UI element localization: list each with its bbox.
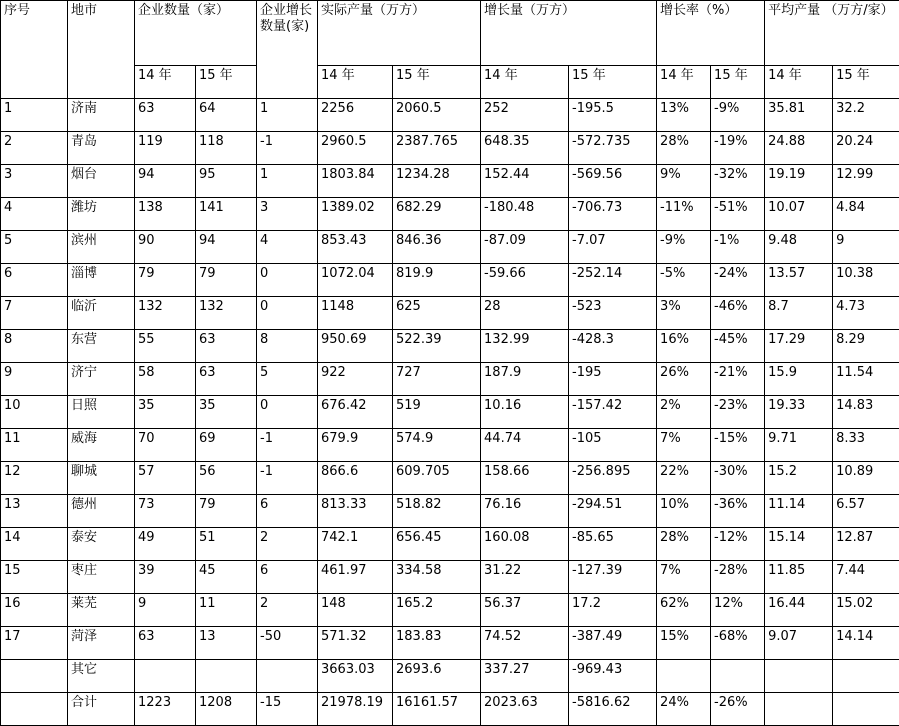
cell-out15: 1234.28 bbox=[393, 165, 481, 198]
cell-qty14: 55 bbox=[135, 330, 196, 363]
cell-avg15 bbox=[833, 660, 899, 693]
cell-grow14: 31.22 bbox=[481, 561, 569, 594]
cell-avg15: 8.33 bbox=[833, 429, 899, 462]
cell-avg15: 9 bbox=[833, 231, 899, 264]
cell-avg15: 11.54 bbox=[833, 363, 899, 396]
cell-avg14: 13.57 bbox=[765, 264, 833, 297]
cell-grow14: 132.99 bbox=[481, 330, 569, 363]
cell-rate15: -1% bbox=[711, 231, 765, 264]
cell-grow15: -294.51 bbox=[569, 495, 657, 528]
cell-grow15: -7.07 bbox=[569, 231, 657, 264]
table-body bbox=[1, 99, 899, 726]
cell-out15: 727 bbox=[393, 363, 481, 396]
cell-qty-growth: 6 bbox=[257, 495, 318, 528]
header-year-output-15: 15 年 bbox=[393, 66, 481, 99]
table-row bbox=[1, 429, 899, 462]
cell-out14: 853.43 bbox=[318, 231, 393, 264]
cell-grow14: 56.37 bbox=[481, 594, 569, 627]
cell-qty14: 119 bbox=[135, 132, 196, 165]
cell-avg14: 9.07 bbox=[765, 627, 833, 660]
table-row bbox=[1, 297, 899, 330]
cell-out14: 2960.5 bbox=[318, 132, 393, 165]
cell-qty14: 70 bbox=[135, 429, 196, 462]
cell-qty15: 51 bbox=[196, 528, 257, 561]
cell-qty14: 132 bbox=[135, 297, 196, 330]
cell-avg15: 14.14 bbox=[833, 627, 899, 660]
cell-avg14: 15.9 bbox=[765, 363, 833, 396]
cell-avg15: 6.57 bbox=[833, 495, 899, 528]
cell-grow15: -252.14 bbox=[569, 264, 657, 297]
cell-grow14: 76.16 bbox=[481, 495, 569, 528]
table-row bbox=[1, 528, 899, 561]
cell-avg14: 15.2 bbox=[765, 462, 833, 495]
cell-rate14: 2% bbox=[657, 396, 711, 429]
cell-rate15: -21% bbox=[711, 363, 765, 396]
cell-qty-growth bbox=[257, 660, 318, 693]
header-actual-output: 实际产量（万方） bbox=[318, 1, 481, 66]
cell-avg14: 19.19 bbox=[765, 165, 833, 198]
cell-avg14: 35.81 bbox=[765, 99, 833, 132]
table-row bbox=[1, 99, 899, 132]
cell-qty14: 63 bbox=[135, 627, 196, 660]
cell-qty15: 11 bbox=[196, 594, 257, 627]
cell-qty15: 45 bbox=[196, 561, 257, 594]
cell-out14: 922 bbox=[318, 363, 393, 396]
cell-qty14: 90 bbox=[135, 231, 196, 264]
table-row bbox=[1, 231, 899, 264]
cell-avg14: 10.07 bbox=[765, 198, 833, 231]
cell-rate14: -11% bbox=[657, 198, 711, 231]
cell-rate15: -45% bbox=[711, 330, 765, 363]
cell-city: 菏泽 bbox=[68, 627, 135, 660]
table-row bbox=[1, 132, 899, 165]
cell-rate15: -68% bbox=[711, 627, 765, 660]
header-year-enterprise-14: 14 年 bbox=[135, 66, 196, 99]
cell-grow14: 337.27 bbox=[481, 660, 569, 693]
cell-city: 烟台 bbox=[68, 165, 135, 198]
cell-rate14: -5% bbox=[657, 264, 711, 297]
table-header-row-years bbox=[1, 66, 899, 99]
cell-grow14: 648.35 bbox=[481, 132, 569, 165]
cell-seq: 16 bbox=[1, 594, 68, 627]
cell-city: 枣庄 bbox=[68, 561, 135, 594]
cell-seq: 6 bbox=[1, 264, 68, 297]
cell-rate14: 13% bbox=[657, 99, 711, 132]
cell-out14: 1072.04 bbox=[318, 264, 393, 297]
cell-qty14: 1223 bbox=[135, 693, 196, 726]
header-average-output: 平均产量 （万方/家） bbox=[765, 1, 899, 66]
cell-rate15: -51% bbox=[711, 198, 765, 231]
cell-qty-growth: 8 bbox=[257, 330, 318, 363]
cell-out14: 676.42 bbox=[318, 396, 393, 429]
cell-city: 潍坊 bbox=[68, 198, 135, 231]
cell-rate15: -26% bbox=[711, 693, 765, 726]
table-row bbox=[1, 165, 899, 198]
table-row bbox=[1, 462, 899, 495]
cell-out15: 518.82 bbox=[393, 495, 481, 528]
cell-avg14: 8.7 bbox=[765, 297, 833, 330]
cell-grow14: 160.08 bbox=[481, 528, 569, 561]
cell-rate15: -24% bbox=[711, 264, 765, 297]
cell-qty15: 95 bbox=[196, 165, 257, 198]
cell-avg15 bbox=[833, 693, 899, 726]
cell-qty-growth: 0 bbox=[257, 297, 318, 330]
cell-out14: 2256 bbox=[318, 99, 393, 132]
cell-out15: 625 bbox=[393, 297, 481, 330]
cell-qty14: 39 bbox=[135, 561, 196, 594]
cell-rate15: -46% bbox=[711, 297, 765, 330]
cell-rate15: -9% bbox=[711, 99, 765, 132]
cell-city: 济宁 bbox=[68, 363, 135, 396]
cell-grow15: -195 bbox=[569, 363, 657, 396]
cell-rate14: 3% bbox=[657, 297, 711, 330]
cell-rate15: -30% bbox=[711, 462, 765, 495]
cell-grow14: 10.16 bbox=[481, 396, 569, 429]
header-growth-rate: 增长率（%） bbox=[657, 1, 765, 66]
cell-avg15: 4.73 bbox=[833, 297, 899, 330]
cell-avg15: 15.02 bbox=[833, 594, 899, 627]
cell-out14: 742.1 bbox=[318, 528, 393, 561]
cell-out15: 656.45 bbox=[393, 528, 481, 561]
cell-avg14: 11.85 bbox=[765, 561, 833, 594]
cell-avg15: 10.89 bbox=[833, 462, 899, 495]
cell-avg15: 20.24 bbox=[833, 132, 899, 165]
cell-rate14: 22% bbox=[657, 462, 711, 495]
cell-qty15: 69 bbox=[196, 429, 257, 462]
cell-rate14: 10% bbox=[657, 495, 711, 528]
cell-qty-growth: 1 bbox=[257, 99, 318, 132]
cell-city: 日照 bbox=[68, 396, 135, 429]
cell-qty-growth: 0 bbox=[257, 396, 318, 429]
cell-qty-growth: -1 bbox=[257, 462, 318, 495]
cell-qty14: 94 bbox=[135, 165, 196, 198]
cell-seq: 12 bbox=[1, 462, 68, 495]
cell-city: 聊城 bbox=[68, 462, 135, 495]
cell-grow15: -572.735 bbox=[569, 132, 657, 165]
cell-grow14: 28 bbox=[481, 297, 569, 330]
cell-qty14: 57 bbox=[135, 462, 196, 495]
cell-qty15: 13 bbox=[196, 627, 257, 660]
cell-qty14 bbox=[135, 660, 196, 693]
table-row bbox=[1, 660, 899, 693]
cell-out15: 819.9 bbox=[393, 264, 481, 297]
cell-avg14: 24.88 bbox=[765, 132, 833, 165]
cell-city: 威海 bbox=[68, 429, 135, 462]
cell-rate15: -36% bbox=[711, 495, 765, 528]
cell-qty-growth: -50 bbox=[257, 627, 318, 660]
cell-qty15: 64 bbox=[196, 99, 257, 132]
cell-seq: 4 bbox=[1, 198, 68, 231]
cell-out15: 2387.765 bbox=[393, 132, 481, 165]
cell-qty-growth: 5 bbox=[257, 363, 318, 396]
cell-seq: 3 bbox=[1, 165, 68, 198]
cell-grow14: 158.66 bbox=[481, 462, 569, 495]
cell-city: 泰安 bbox=[68, 528, 135, 561]
cell-grow15: -387.49 bbox=[569, 627, 657, 660]
cell-rate14: 28% bbox=[657, 528, 711, 561]
cell-grow15: -195.5 bbox=[569, 99, 657, 132]
cell-out14: 461.97 bbox=[318, 561, 393, 594]
table-row bbox=[1, 363, 899, 396]
cell-city: 合计 bbox=[68, 693, 135, 726]
header-year-rate-15: 15 年 bbox=[711, 66, 765, 99]
table-row bbox=[1, 561, 899, 594]
table-row bbox=[1, 627, 899, 660]
cell-rate14: 7% bbox=[657, 429, 711, 462]
cell-out15: 609.705 bbox=[393, 462, 481, 495]
cell-avg15: 12.87 bbox=[833, 528, 899, 561]
cell-out14: 21978.19 bbox=[318, 693, 393, 726]
cell-qty-growth: -1 bbox=[257, 132, 318, 165]
cell-rate14: 15% bbox=[657, 627, 711, 660]
cell-seq: 17 bbox=[1, 627, 68, 660]
cell-seq: 10 bbox=[1, 396, 68, 429]
cell-qty15: 132 bbox=[196, 297, 257, 330]
cell-seq: 9 bbox=[1, 363, 68, 396]
header-year-average-15: 15 年 bbox=[833, 66, 899, 99]
cell-avg15: 7.44 bbox=[833, 561, 899, 594]
cell-grow15: -706.73 bbox=[569, 198, 657, 231]
cell-out15: 846.36 bbox=[393, 231, 481, 264]
cell-qty-growth: -1 bbox=[257, 429, 318, 462]
cell-seq bbox=[1, 693, 68, 726]
cell-grow14: 252 bbox=[481, 99, 569, 132]
cell-out14: 1148 bbox=[318, 297, 393, 330]
cell-avg15: 12.99 bbox=[833, 165, 899, 198]
cell-avg15: 8.29 bbox=[833, 330, 899, 363]
cell-rate15: -28% bbox=[711, 561, 765, 594]
cell-qty-growth: 2 bbox=[257, 594, 318, 627]
cell-rate14: 9% bbox=[657, 165, 711, 198]
cell-qty14: 138 bbox=[135, 198, 196, 231]
cell-avg14: 19.33 bbox=[765, 396, 833, 429]
cell-rate14: 26% bbox=[657, 363, 711, 396]
cell-out15: 183.83 bbox=[393, 627, 481, 660]
cell-out15: 334.58 bbox=[393, 561, 481, 594]
cell-city: 东营 bbox=[68, 330, 135, 363]
cell-grow14: 2023.63 bbox=[481, 693, 569, 726]
cell-out14: 571.32 bbox=[318, 627, 393, 660]
cell-avg14: 15.14 bbox=[765, 528, 833, 561]
cell-grow14: 74.52 bbox=[481, 627, 569, 660]
cell-qty15: 1208 bbox=[196, 693, 257, 726]
cell-avg15: 4.84 bbox=[833, 198, 899, 231]
cell-qty15: 63 bbox=[196, 363, 257, 396]
cell-qty15 bbox=[196, 660, 257, 693]
cell-rate14 bbox=[657, 660, 711, 693]
cell-city: 淄博 bbox=[68, 264, 135, 297]
cell-qty14: 73 bbox=[135, 495, 196, 528]
cell-avg14: 9.71 bbox=[765, 429, 833, 462]
cell-avg14 bbox=[765, 693, 833, 726]
cell-grow15: -85.65 bbox=[569, 528, 657, 561]
header-year-rate-14: 14 年 bbox=[657, 66, 711, 99]
cell-city: 青岛 bbox=[68, 132, 135, 165]
cell-avg15: 32.2 bbox=[833, 99, 899, 132]
cell-avg15: 14.83 bbox=[833, 396, 899, 429]
header-enterprise-growth-count: 企业增长数量(家) bbox=[257, 1, 318, 99]
cell-out14: 866.6 bbox=[318, 462, 393, 495]
cell-grow15: -256.895 bbox=[569, 462, 657, 495]
cell-rate15: -12% bbox=[711, 528, 765, 561]
cell-qty15: 118 bbox=[196, 132, 257, 165]
cell-qty14: 9 bbox=[135, 594, 196, 627]
cell-qty-growth: 3 bbox=[257, 198, 318, 231]
cell-rate14: 24% bbox=[657, 693, 711, 726]
cell-grow15: -157.42 bbox=[569, 396, 657, 429]
cell-avg14: 17.29 bbox=[765, 330, 833, 363]
cell-out14: 950.69 bbox=[318, 330, 393, 363]
cell-qty-growth: 4 bbox=[257, 231, 318, 264]
cell-seq: 11 bbox=[1, 429, 68, 462]
cell-rate14: 28% bbox=[657, 132, 711, 165]
cell-grow14: 44.74 bbox=[481, 429, 569, 462]
cell-grow15: -5816.62 bbox=[569, 693, 657, 726]
cell-out15: 16161.57 bbox=[393, 693, 481, 726]
cell-seq: 7 bbox=[1, 297, 68, 330]
cell-rate15: 12% bbox=[711, 594, 765, 627]
cell-qty-growth: 6 bbox=[257, 561, 318, 594]
cell-qty15: 79 bbox=[196, 264, 257, 297]
header-growth-amount: 增长量（万方） bbox=[481, 1, 657, 66]
cell-grow15: -969.43 bbox=[569, 660, 657, 693]
cell-out14: 148 bbox=[318, 594, 393, 627]
cell-qty-growth: -15 bbox=[257, 693, 318, 726]
table-row bbox=[1, 495, 899, 528]
cell-rate15 bbox=[711, 660, 765, 693]
table-row bbox=[1, 396, 899, 429]
cell-rate14: 7% bbox=[657, 561, 711, 594]
cell-qty14: 35 bbox=[135, 396, 196, 429]
cell-out15: 2693.6 bbox=[393, 660, 481, 693]
cell-rate15: -19% bbox=[711, 132, 765, 165]
cell-avg15: 10.38 bbox=[833, 264, 899, 297]
header-year-growth-14: 14 年 bbox=[481, 66, 569, 99]
header-seq: 序号 bbox=[1, 1, 68, 99]
cell-seq: 2 bbox=[1, 132, 68, 165]
cell-grow15: 17.2 bbox=[569, 594, 657, 627]
cell-grow14: -59.66 bbox=[481, 264, 569, 297]
cell-rate14: 62% bbox=[657, 594, 711, 627]
cell-out14: 813.33 bbox=[318, 495, 393, 528]
cell-rate15: -32% bbox=[711, 165, 765, 198]
cell-qty15: 35 bbox=[196, 396, 257, 429]
cell-city: 其它 bbox=[68, 660, 135, 693]
cell-avg14: 16.44 bbox=[765, 594, 833, 627]
cell-qty15: 63 bbox=[196, 330, 257, 363]
table-header-row-groups bbox=[1, 1, 899, 66]
cell-seq: 1 bbox=[1, 99, 68, 132]
cell-seq: 8 bbox=[1, 330, 68, 363]
cell-rate15: -23% bbox=[711, 396, 765, 429]
cell-qty14: 49 bbox=[135, 528, 196, 561]
table-row bbox=[1, 693, 899, 726]
cell-qty15: 79 bbox=[196, 495, 257, 528]
cell-grow14: 187.9 bbox=[481, 363, 569, 396]
cell-grow15: -523 bbox=[569, 297, 657, 330]
header-year-output-14: 14 年 bbox=[318, 66, 393, 99]
header-enterprise-count: 企业数量（家） bbox=[135, 1, 257, 66]
table-row bbox=[1, 264, 899, 297]
cell-qty-growth: 0 bbox=[257, 264, 318, 297]
cell-avg14: 9.48 bbox=[765, 231, 833, 264]
header-city: 地市 bbox=[68, 1, 135, 99]
cell-qty-growth: 2 bbox=[257, 528, 318, 561]
cell-avg14: 11.14 bbox=[765, 495, 833, 528]
cell-out15: 522.39 bbox=[393, 330, 481, 363]
cell-qty14: 58 bbox=[135, 363, 196, 396]
cell-out14: 1803.84 bbox=[318, 165, 393, 198]
cell-grow15: -569.56 bbox=[569, 165, 657, 198]
cell-rate14: -9% bbox=[657, 231, 711, 264]
cell-city: 临沂 bbox=[68, 297, 135, 330]
cell-rate15: -15% bbox=[711, 429, 765, 462]
cell-seq: 5 bbox=[1, 231, 68, 264]
cell-out14: 679.9 bbox=[318, 429, 393, 462]
cell-qty14: 63 bbox=[135, 99, 196, 132]
cell-grow14: -180.48 bbox=[481, 198, 569, 231]
cell-out15: 519 bbox=[393, 396, 481, 429]
table-row bbox=[1, 594, 899, 627]
cell-qty14: 79 bbox=[135, 264, 196, 297]
table-row bbox=[1, 198, 899, 231]
cell-grow15: -105 bbox=[569, 429, 657, 462]
cell-out15: 574.9 bbox=[393, 429, 481, 462]
cell-city: 滨州 bbox=[68, 231, 135, 264]
header-year-growth-15: 15 年 bbox=[569, 66, 657, 99]
cell-avg14 bbox=[765, 660, 833, 693]
cell-rate14: 16% bbox=[657, 330, 711, 363]
cell-grow15: -127.39 bbox=[569, 561, 657, 594]
cell-city: 德州 bbox=[68, 495, 135, 528]
cell-out15: 165.2 bbox=[393, 594, 481, 627]
header-year-average-14: 14 年 bbox=[765, 66, 833, 99]
cell-seq: 14 bbox=[1, 528, 68, 561]
cell-grow14: -87.09 bbox=[481, 231, 569, 264]
cell-out14: 1389.02 bbox=[318, 198, 393, 231]
cell-grow15: -428.3 bbox=[569, 330, 657, 363]
cell-grow14: 152.44 bbox=[481, 165, 569, 198]
cell-qty15: 141 bbox=[196, 198, 257, 231]
cell-seq: 15 bbox=[1, 561, 68, 594]
cell-city: 莱芜 bbox=[68, 594, 135, 627]
cell-seq: 13 bbox=[1, 495, 68, 528]
cell-out14: 3663.03 bbox=[318, 660, 393, 693]
cell-city: 济南 bbox=[68, 99, 135, 132]
table-row bbox=[1, 330, 899, 363]
cell-qty15: 94 bbox=[196, 231, 257, 264]
cell-qty-growth: 1 bbox=[257, 165, 318, 198]
cell-out15: 2060.5 bbox=[393, 99, 481, 132]
cell-out15: 682.29 bbox=[393, 198, 481, 231]
header-year-enterprise-15: 15 年 bbox=[196, 66, 257, 99]
cell-qty15: 56 bbox=[196, 462, 257, 495]
cell-seq bbox=[1, 660, 68, 693]
